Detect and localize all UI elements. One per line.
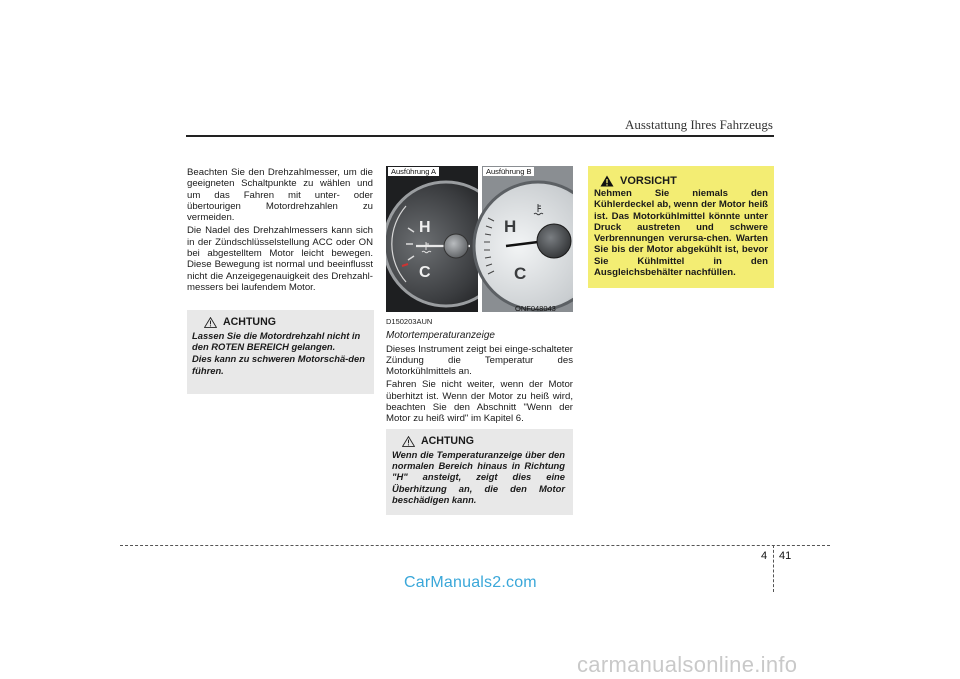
header-title: Ausstattung Ihres Fahrzeugs <box>624 117 773 132</box>
temperature-text <box>386 316 573 427</box>
achtung-title: ACHTUNG <box>421 435 474 447</box>
achtung-heading <box>402 435 565 447</box>
gauge-b-mark-c: C <box>514 264 527 283</box>
achtung-box-rpm <box>187 310 374 394</box>
watermark-carmanualsonline: carmanualsonline.info <box>577 652 798 677</box>
vorsicht-heading <box>600 175 768 187</box>
gauge-a-mark-h: H <box>419 219 431 236</box>
temperature-gauge-illustration <box>386 166 573 312</box>
achtung-body <box>192 330 366 376</box>
page-number: 41 <box>779 550 792 562</box>
achtung-heading <box>204 316 366 328</box>
paragraph: Die Nadel des Drehzahlmessers kann sich in der Zündschlüsselstellung ACC oder ON bei abgestelltem Motor leicht bewegen. Diese Bewegung ist normal und beeinflusst nicht die Anzeigegenauigkeit des Drehzahl-messers bei laufendem Motor. <box>187 225 373 293</box>
gauge-a-mark-c: C <box>419 264 431 281</box>
achtung-box-temperature <box>386 429 573 515</box>
warning-triangle-icon <box>204 317 217 328</box>
gauge-b-hub <box>537 224 571 258</box>
achtung-line: Dies kann zu schweren Motorschä-den führen. <box>192 353 365 376</box>
tachometer-text <box>187 167 373 295</box>
watermark-carmanuals2: CarManuals2.com <box>404 574 537 591</box>
label-ausfuehrung-a: Ausführung A <box>388 167 439 176</box>
section-code: D150203AUN <box>386 317 433 326</box>
footer-vertical-divider <box>773 545 774 592</box>
warning-triangle-filled-icon <box>600 175 614 187</box>
footer-divider <box>120 545 830 546</box>
vorsicht-body: Nehmen Sie niemals den Kühlerdeckel ab, wenn der Motor heiß ist. Das Motorkühlmittel könnte unter Druck austreten und schwere Verbrennungen verursa-chen. Warten Sie bis der Motor abgekühlt ist, bevor Sie Kühlmittel in den Ausgleichsbehälter nachfüllen. <box>594 188 768 279</box>
gauge-a-hub <box>444 234 468 258</box>
vorsicht-box <box>588 166 774 288</box>
image-code: ONF048043 <box>515 304 556 313</box>
gauge-b-mark-h: H <box>504 217 517 236</box>
gauge-graphic <box>386 166 573 312</box>
vorsicht-title: VORSICHT <box>620 175 677 187</box>
label-ausfuehrung-b: Ausführung B <box>483 167 534 176</box>
paragraph: Beachten Sie den Drehzahlmesser, um die geeigneten Schaltpunkte zu wählen und um das Fahren mit unter- oder übertourigen Motordrehzahlen zu vermeiden. <box>187 167 373 224</box>
paragraph: Dieses Instrument zeigt bei einge-schalteter Zündung die Temperatur des Motorkühlmittels an. <box>386 343 573 378</box>
header-rule <box>186 135 774 137</box>
achtung-body: Wenn die Temperaturanzeige über den normalen Bereich hinaus in Richtung "H" ansteigt, zeigt dies eine Überhitzung an, die den Motor beschädigen kann. <box>392 449 565 505</box>
paragraph: Fahren Sie nicht weiter, wenn der Motor überhitzt ist. Wenn der Motor zu heiß wird, beachten Sie den Abschnitt "Wenn der Motor zu heiß wird" im Kapitel 6. <box>386 379 573 425</box>
section-subheading: Motortemperaturanzeige <box>386 330 495 342</box>
achtung-line: Lassen Sie die Motordrehzahl nicht in den ROTEN BEREICH gelangen. <box>192 330 361 353</box>
chapter-number: 4 <box>761 550 768 562</box>
achtung-title: ACHTUNG <box>223 316 276 328</box>
warning-triangle-icon <box>402 436 415 447</box>
